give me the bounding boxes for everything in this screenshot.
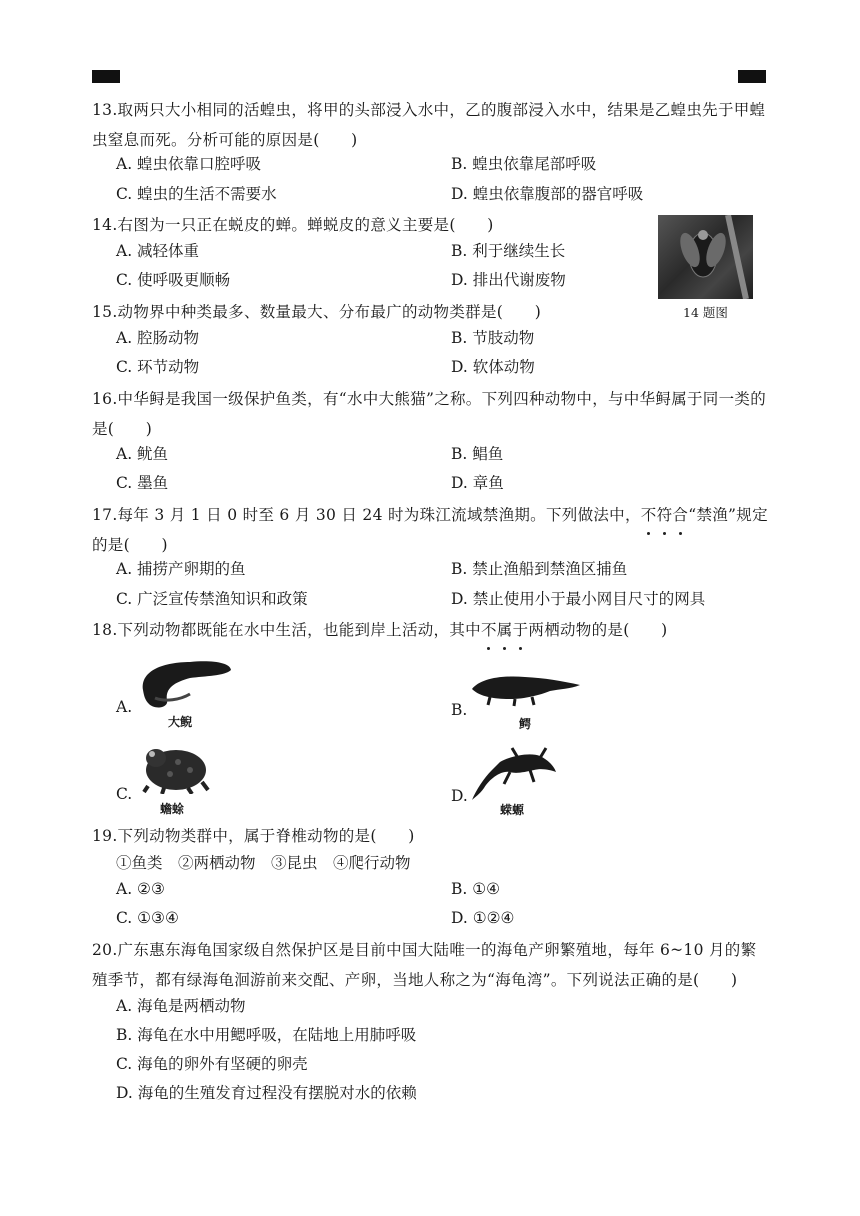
question-14 (92, 210, 652, 240)
question-16 (92, 384, 772, 444)
option-a[interactable]: A. (116, 698, 133, 716)
caption-toad: 蟾蜍 (160, 802, 185, 816)
question-20 (92, 935, 772, 995)
option-b[interactable]: B. 海龟在水中用鳃呼吸，在陆地上用肺呼吸 (116, 1026, 417, 1044)
question-16-stem: 16.中华鲟是我国一级保护鱼类，有“水中大熊猫”之称。下列四种动物中，与中华鲟属于同一类的是( ) (92, 390, 767, 438)
question-20-stem: 20.广东惠东海龟国家级自然保护区是目前中国大陆唯一的海龟产卵繁殖地，每年 6~10 月的繁殖季节，都有绿海龟洄游前来交配、产卵，当地人称之为“海龟湾”。下列说法正确的是( ) (92, 941, 757, 989)
option-d[interactable]: D. 蝗虫依靠腹部的器官呼吸 (451, 185, 644, 203)
option-a[interactable]: A. 蝗虫依靠口腔呼吸 (116, 155, 262, 173)
crocodile-icon (470, 665, 582, 707)
option-b[interactable]: B. (451, 701, 468, 719)
question-17-stem: 17.每年 3 月 1 日 0 时至 6 月 30 日 24 时为珠江流域禁渔期。下列做法中，不符合“禁渔”规定的是( ) (92, 500, 772, 560)
emphasis-char: 不 (641, 500, 657, 530)
option-d[interactable]: D. (451, 787, 468, 805)
option-d[interactable]: D. 海龟的生殖发育过程没有摆脱对水的依赖 (116, 1084, 417, 1102)
question-15-stem: 15.动物界中种类最多、数量最大、分布最广的动物类群是( ) (92, 303, 542, 321)
question-17 (92, 500, 772, 560)
cicada-molting-photo (658, 215, 753, 299)
question-15 (92, 297, 652, 327)
question-13-stem: 13.取两只大小相同的活蝗虫，将甲的头部浸入水中，乙的腹部浸入水中，结果是乙蝗虫先于甲蝗虫窒息而死。分析可能的原因是( ) (92, 101, 766, 149)
emphasis-char: 属 (497, 615, 513, 645)
question-19-stem: 19.下列动物类群中，属于脊椎动物的是( ) (92, 827, 415, 845)
option-c[interactable]: C. 使呼吸更顺畅 (116, 271, 231, 289)
newt-icon (470, 742, 560, 802)
statement-list: ①鱼类 ②两栖动物 ③昆虫 ④爬行动物 (116, 854, 411, 872)
caption-crocodile: 鳄 (519, 717, 532, 731)
option-a[interactable]: A. 捕捞产卵期的鱼 (116, 560, 246, 578)
option-d[interactable]: D. 软体动物 (451, 358, 535, 376)
cicada-icon (658, 215, 753, 299)
emphasis-char: 不 (481, 615, 497, 645)
option-a[interactable]: A. 腔肠动物 (116, 329, 200, 347)
registration-mark-right (738, 70, 766, 83)
caption-newt: 蝾螈 (500, 803, 525, 817)
emphasis-char: 合 (672, 500, 688, 530)
option-b[interactable]: B. 禁止渔船到禁渔区捕鱼 (451, 560, 628, 578)
question-18 (92, 615, 772, 645)
option-b[interactable]: B. 节肢动物 (451, 329, 535, 347)
option-a[interactable]: A. 海龟是两栖动物 (116, 997, 246, 1015)
option-b[interactable]: B. 利于继续生长 (451, 242, 566, 260)
toad-icon (138, 742, 210, 794)
caption-giant-salamander: 大鲵 (168, 715, 193, 729)
emphasis-char: 于 (513, 615, 529, 645)
option-c[interactable]: C. 广泛宣传禁渔知识和政策 (116, 590, 308, 608)
option-c[interactable]: C. ①③④ (116, 909, 179, 927)
option-b[interactable]: B. ①④ (451, 880, 501, 898)
option-c[interactable]: C. (116, 785, 133, 803)
option-a[interactable]: A. 减轻体重 (116, 242, 200, 260)
question-14-stem: 14.右图为一只正在蜕皮的蝉。蝉蜕皮的意义主要是( ) (92, 216, 494, 234)
option-a[interactable]: A. ②③ (116, 880, 165, 898)
giant-salamander-icon (135, 650, 235, 712)
option-c[interactable]: C. 蝗虫的生活不需要水 (116, 185, 277, 203)
option-c[interactable]: C. 墨鱼 (116, 474, 169, 492)
emphasis-char: 符 (657, 500, 673, 530)
option-d[interactable]: D. 章鱼 (451, 474, 504, 492)
option-d[interactable]: D. ①②④ (451, 909, 515, 927)
registration-mark-left (92, 70, 120, 83)
option-b[interactable]: B. 鲳鱼 (451, 445, 504, 463)
option-c[interactable]: C. 海龟的卵外有坚硬的卵壳 (116, 1055, 308, 1073)
option-b[interactable]: B. 蝗虫依靠尾部呼吸 (451, 155, 597, 173)
option-d[interactable]: D. 禁止使用小于最小网目尺寸的网具 (451, 590, 706, 608)
option-d[interactable]: D. 排出代谢废物 (451, 271, 566, 289)
question-13 (92, 95, 772, 155)
question-19 (92, 821, 772, 851)
option-a[interactable]: A. 鱿鱼 (116, 445, 169, 463)
figure-14-caption: 14 题图 (683, 305, 728, 320)
option-c[interactable]: C. 环节动物 (116, 358, 200, 376)
question-18-stem: 18.下列动物都既能在水中生活，也能到岸上活动，其中不属于两栖动物的是( ) (92, 615, 772, 645)
